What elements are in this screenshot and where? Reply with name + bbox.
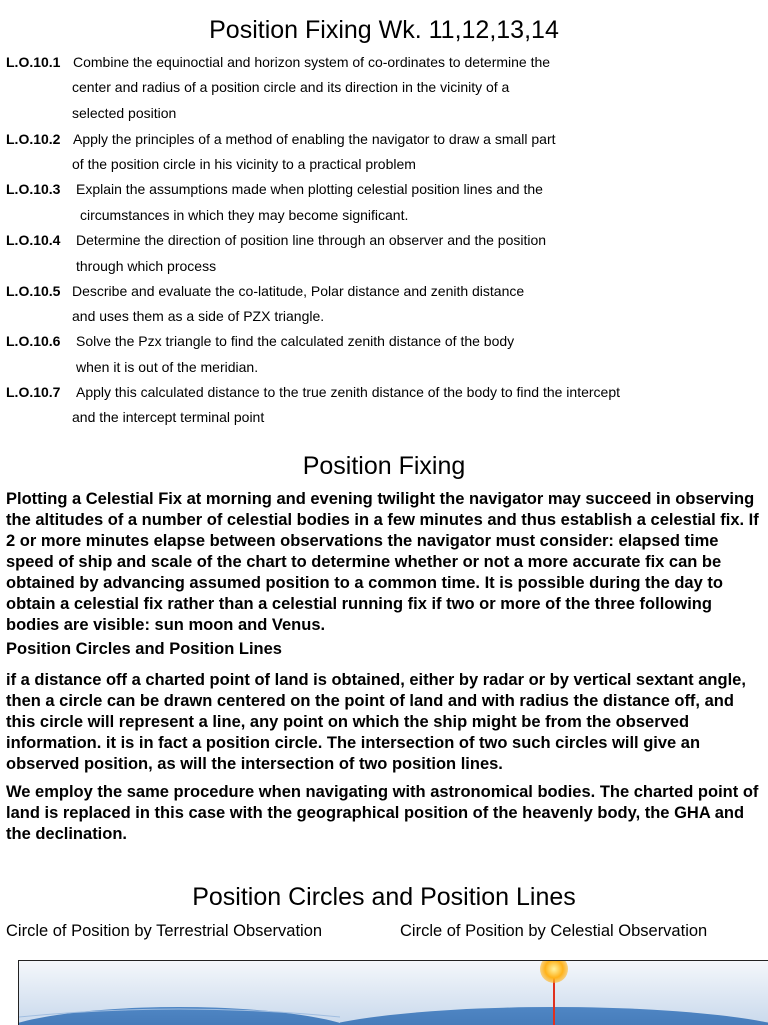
paragraph-astronomical: We employ the same procedure when navigating with astronomical bodies. The charted point of land is replaced in this case with the geographical position of the heavenly body, the GHA and the declination. (6, 783, 759, 843)
objective-code: L.O.10.2 (6, 131, 61, 147)
objective-text: Explain the assumptions made when plotting celestial position lines and the (76, 181, 543, 197)
paragraph-celestial-fix (6, 489, 766, 636)
celestial-figure (340, 960, 768, 1025)
objective-text: and the intercept terminal point (72, 409, 265, 425)
page-title: Position Fixing Wk. 11,12,13,14 (209, 16, 559, 44)
objective-text: when it is out of the meridian. (76, 359, 259, 375)
objective-code: L.O.10.7 (6, 384, 61, 400)
objective-text: of the position circle in his vicinity to a practical problem (72, 156, 416, 172)
objective-text: through which process (76, 258, 217, 274)
objective-text: selected position (72, 105, 177, 121)
objective-code: L.O.10.1 (6, 54, 61, 70)
paragraph-body: at morning and evening twilight the navigator may succeed in observing the altitudes of a number of celestial bodies in a few minutes and thus establish a celestial fix. If 2 or more minutes elapse between observations the navigator must consider: elapsed time speed of ship and scale of the chart to determine whether or not a more accurate fix can be obtained by advancing assumed position to a common time. It is possible during the day to obtain a celestial fix rather than a celestial running fix if two or more of the three following bodies are visible: sun moon and Venus. (6, 490, 759, 634)
objective-code: L.O.10.4 (6, 232, 61, 248)
figure-caption-celestial: Circle of Position by Celestial Observation (400, 922, 708, 940)
section-heading: Position Circles and Position Lines (192, 883, 576, 911)
subheading: Position Circles and Position Lines (6, 640, 282, 658)
objective-text: Describe and evaluate the co-latitude, Polar distance and zenith distance (72, 283, 525, 299)
objective-text: center and radius of a position circle and its direction in the vicinity of a (72, 79, 510, 95)
objective-code: L.O.10.3 (6, 181, 61, 197)
objective-text: and uses them as a side of PZX triangle. (72, 308, 325, 324)
paragraph-lead: Plotting a Celestial Fix (6, 490, 183, 508)
objective-text: Determine the direction of position line through an observer and the position (76, 232, 547, 248)
objective-text: circumstances in which they may become significant. (80, 207, 409, 223)
objective-text: Solve the Pzx triangle to find the calculated zenith distance of the body (76, 333, 515, 349)
objective-text: Combine the equinoctial and horizon system of co-ordinates to determine the (73, 54, 551, 70)
objective-text: Apply this calculated distance to the true zenith distance of the body to find the intercept (76, 384, 621, 400)
section-heading: Position Fixing (302, 452, 466, 480)
terrestrial-figure (18, 960, 341, 1025)
objective-text: Apply the principles of a method of enabling the navigator to draw a small part (73, 131, 556, 147)
objective-code: L.O.10.6 (6, 333, 61, 349)
objective-code: L.O.10.5 (6, 283, 61, 299)
figure-caption-terrestrial: Circle of Position by Terrestrial Observation (6, 922, 323, 940)
paragraph-position-circle: if a distance off a charted point of land is obtained, either by radar or by vertical sextant angle, then a circle can be drawn centered on the point of land and with radius the distance off, and this circle will represent a line, any point on which the ship might be from the observed information. it is in fact a position circle. The intersection of two such circles will give an observed position, as will the intersection of two position lines. (6, 671, 746, 773)
terrestrial-scene-image (19, 961, 340, 1025)
